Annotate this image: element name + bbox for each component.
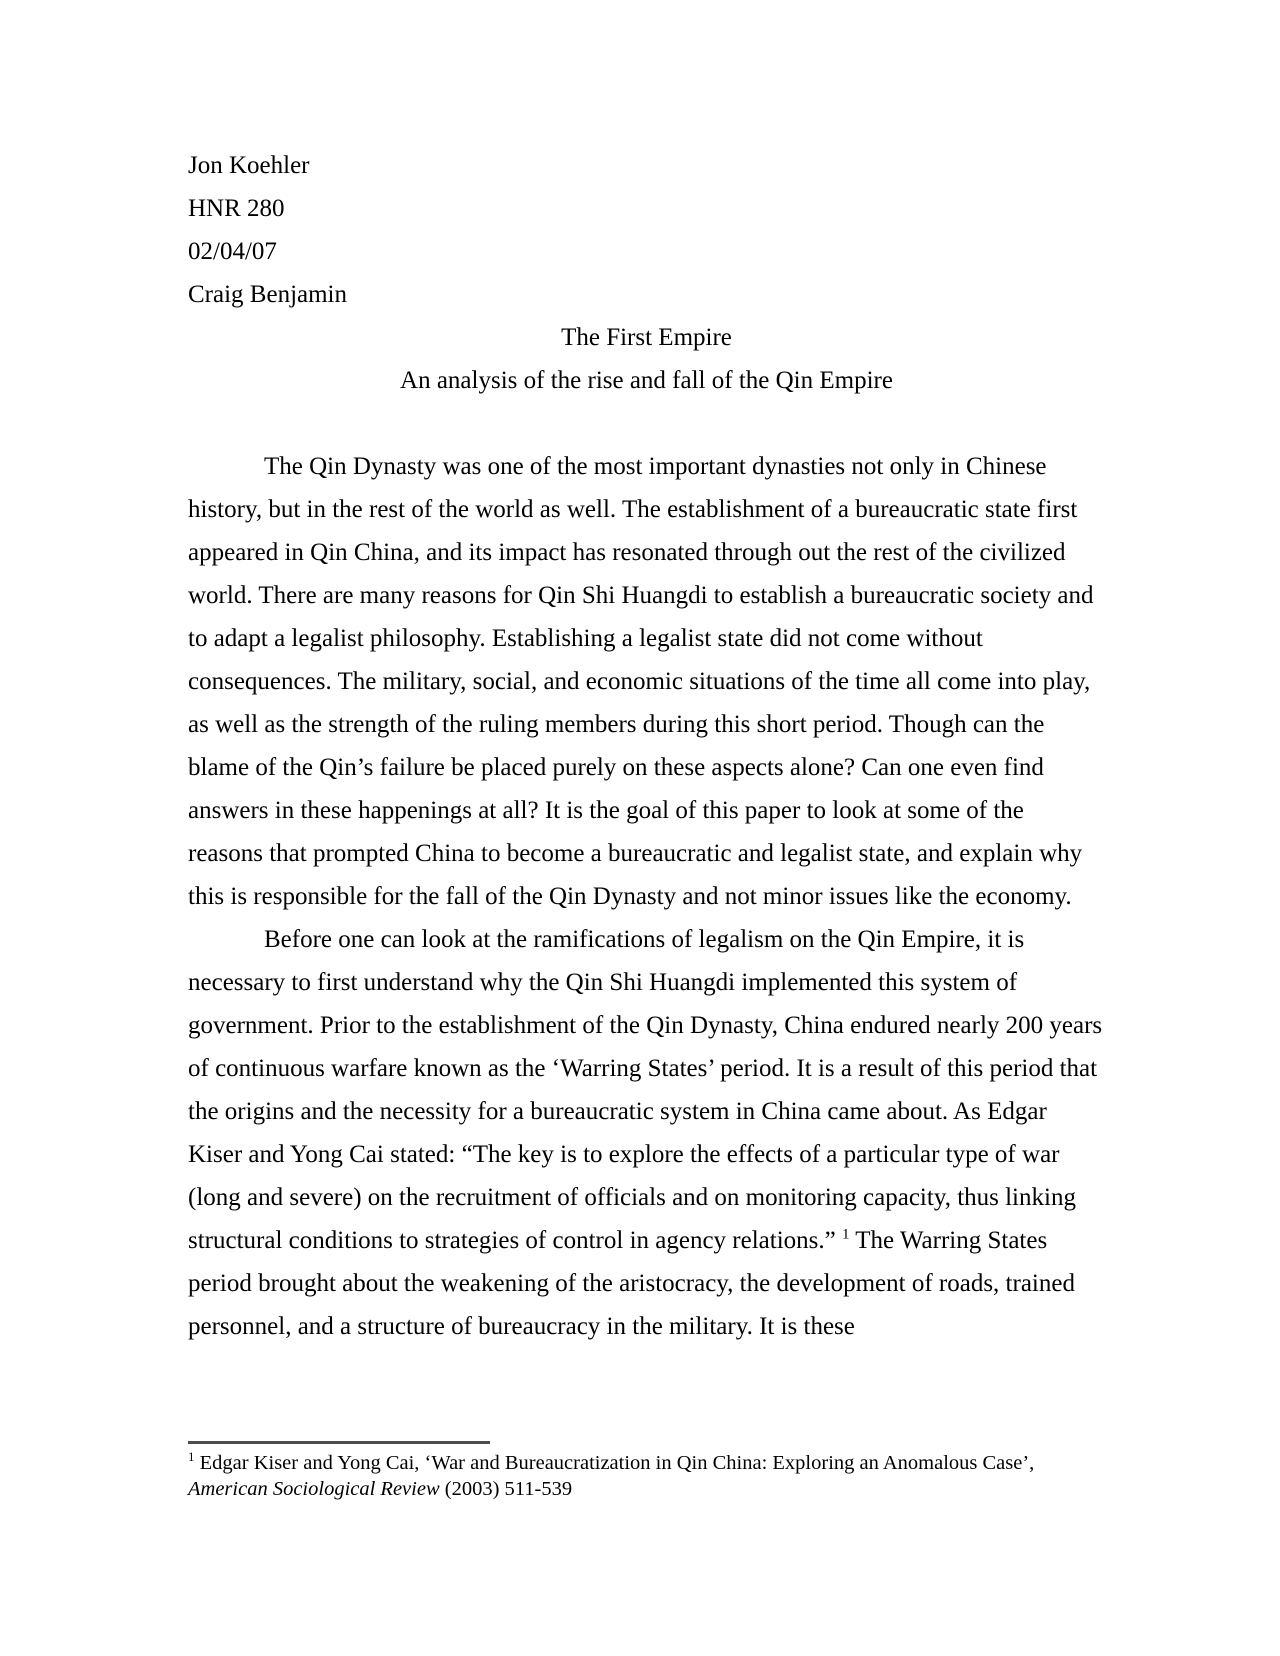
footnote-citation	[188, 1450, 1105, 1502]
paragraph-1: The Qin Dynasty was one of the most important dynasties not only in Chinese history, but in the rest of the world as well. The establishment of a bureaucratic state first appeared in Qin China, and its impact has resonated through out the rest of the civilized world. There are many reasons for Qin Shi Huangdi to establish a bureaucratic society and to adapt a legalist philosophy. Establishing a legalist state did not come without consequences. The military, social, and economic situations of the time all come into play, as well as the strength of the ruling members during this short period. Though can the blame of the Qin’s failure be placed purely on these aspects alone? Can one even find answers in these happenings at all? It is the goal of this paper to look at some of the reasons that prompted China to become a bureaucratic and legalist state, and explain why this is responsible for the fall of the Qin Dynasty and not minor issues like the economy.	[188, 453, 1094, 910]
footnote-area	[188, 1441, 1105, 1502]
essay-content	[188, 144, 1105, 1348]
paragraph-2	[188, 918, 1105, 1348]
footnote-citation-suffix: (2003) 511-539	[439, 1478, 573, 1500]
paragraph-2-text-before-footnote-ref: Before one can look at the ramifications of legalism on the Qin Empire, it is necessary to first understand why the Qin Shi Huangdi implemented this system of government. Prior to the establishment of the Qin Dynasty, China endured nearly 200 years of continuous warfare known as the ‘Warring States’ period. It is a result of this period that the origins and the necessity for a bureaucratic system in China came about. As Edgar Kiser and Yong Cai stated: “The key is to explore the effects of a particular type of war (long and severe) on the recruitment of officials and on monitoring capacity, thus linking structural conditions to strategies of control in agency relations.”	[188, 926, 1103, 1254]
header-author: Jon Koehler	[188, 152, 310, 179]
paragraph-2-text-after-footnote-ref: The Warring States period brought about the weakening of the aristocracy, the development of roads, trained personnel, and a structure of bureaucracy in the military. It is these	[188, 1227, 1075, 1340]
footnote-journal-title: American Sociological Review	[188, 1478, 440, 1500]
footnote-citation-text: Edgar Kiser and Yong Cai, ‘War and Bureaucratization in Qin China: Exploring an Anomalous Case’,	[194, 1452, 1035, 1474]
essay-title: The First Empire	[561, 324, 732, 351]
footnote-reference-marker: 1	[841, 1226, 850, 1243]
header-course: HNR 280	[188, 195, 285, 222]
footnote-separator-line	[188, 1441, 490, 1444]
essay-subtitle: An analysis of the rise and fall of the Qin Empire	[400, 367, 893, 394]
header-date: 02/04/07	[188, 238, 277, 265]
header-instructor: Craig Benjamin	[188, 281, 347, 308]
blank-line	[188, 402, 1105, 445]
footnote-number: 1	[188, 1449, 195, 1465]
